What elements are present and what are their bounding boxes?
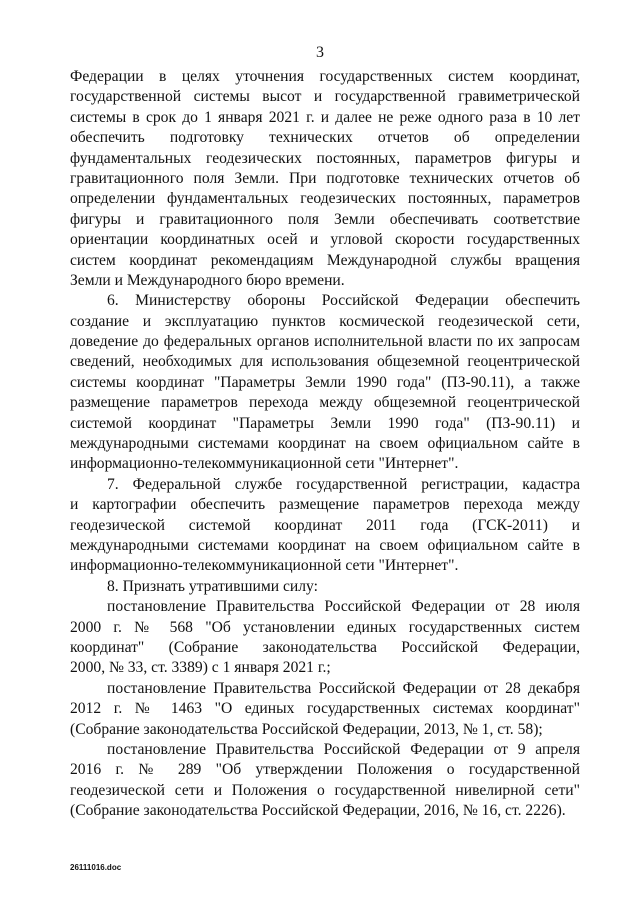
text-line: обеспечить подготовку технических отчетов об определении — [70, 129, 580, 147]
text-line: систем координат рекомендациям Международной службы вращения — [70, 251, 580, 269]
text-line: (Собрание законодательства Российской Федерации, 2016, № 16, ст. 2226). — [70, 802, 566, 820]
text-line: 2000, № 33, ст. 3389) с 1 января 2021 г.; — [70, 659, 331, 677]
text-line: гравитационного поля Земли. При подготовке технических отчетов об — [70, 169, 580, 187]
text-line: 2016 г. № 289 "Об утверждении Положения о государственной — [70, 761, 580, 779]
text-line: создание и эксплуатацию пунктов космической геодезической сети, — [70, 312, 580, 330]
text-line: геодезической сети и Положения о государственной нивелирной сети" — [70, 781, 580, 799]
text-line: 2000 г. № 568 "Об установлении единых государственных систем — [70, 618, 580, 636]
paragraph-6-start: 6. Министерству обороны Российской Федерации обеспечить — [107, 292, 580, 310]
document-body — [70, 67, 580, 821]
text-line: Земли и Международного бюро времени. — [70, 271, 345, 289]
text-line: системы координат "Параметры Земли 1990 года" (ПЗ-90.11), а также — [70, 373, 580, 391]
paragraph-8-start: 8. Признать утратившими силу: — [107, 577, 318, 595]
text-line: системы в срок до 1 января 2021 г. и далее не реже одного раза в 10 лет — [70, 108, 580, 126]
text-line: информационно-телекоммуникационной сети "Интернет". — [70, 557, 459, 575]
text-line: фундаментальных геодезических постоянных, параметров фигуры и — [70, 149, 580, 167]
text-line: международными системами координат на своем официальном сайте в — [70, 536, 580, 554]
document-file-name: 26111016.doc — [70, 863, 122, 872]
text-line: размещение параметров перехода между общеземной геоцентрической — [70, 394, 580, 412]
text-line: ориентации координатных осей и угловой скорости государственных — [70, 231, 580, 249]
repealed-item-2000: постановление Правительства Российской Федерации от 28 июля — [107, 598, 580, 616]
repealed-item-2012: постановление Правительства Российской Федерации от 28 декабря — [107, 679, 580, 697]
text-line: и картографии обеспечить размещение параметров перехода между — [70, 496, 580, 514]
text-line: системой координат "Параметры Земли 1990 года" (ПЗ-90.11) и — [70, 414, 580, 432]
paragraph-7-start: 7. Федеральной службе государственной регистрации, кадастра — [107, 475, 580, 493]
text-line: международными системами координат на своем официальном сайте в — [70, 435, 580, 453]
text-line: координат" (Собрание законодательства Российской Федерации, — [70, 638, 580, 656]
repealed-item-2016: постановление Правительства Российской Федерации от 9 апреля — [107, 740, 580, 758]
text-line: Федерации в целях уточнения государственных систем координат, — [70, 68, 580, 85]
text-line: сведений, необходимых для использования общеземной геоцентрической — [70, 353, 580, 371]
text-line: 2012 г. № 1463 "О единых государственных системах координат" — [70, 700, 580, 718]
text-line: определении фундаментальных геодезических постоянных, параметров — [70, 190, 580, 208]
text-line: (Собрание законодательства Российской Федерации, 2013, № 1, ст. 58); — [70, 720, 543, 738]
text-line: доведение до федеральных органов исполнительной власти по их запросам — [70, 333, 580, 351]
text-line: информационно-телекоммуникационной сети "Интернет". — [70, 455, 459, 473]
text-line: государственной системы высот и государственной гравиметрической — [70, 88, 580, 106]
text-line: фигуры и гравитационного поля Земли обеспечивать соответствие — [70, 210, 580, 228]
text-line: геодезической системой координат 2011 года (ГСК-2011) и — [70, 516, 580, 534]
page-number: 3 — [316, 44, 324, 61]
